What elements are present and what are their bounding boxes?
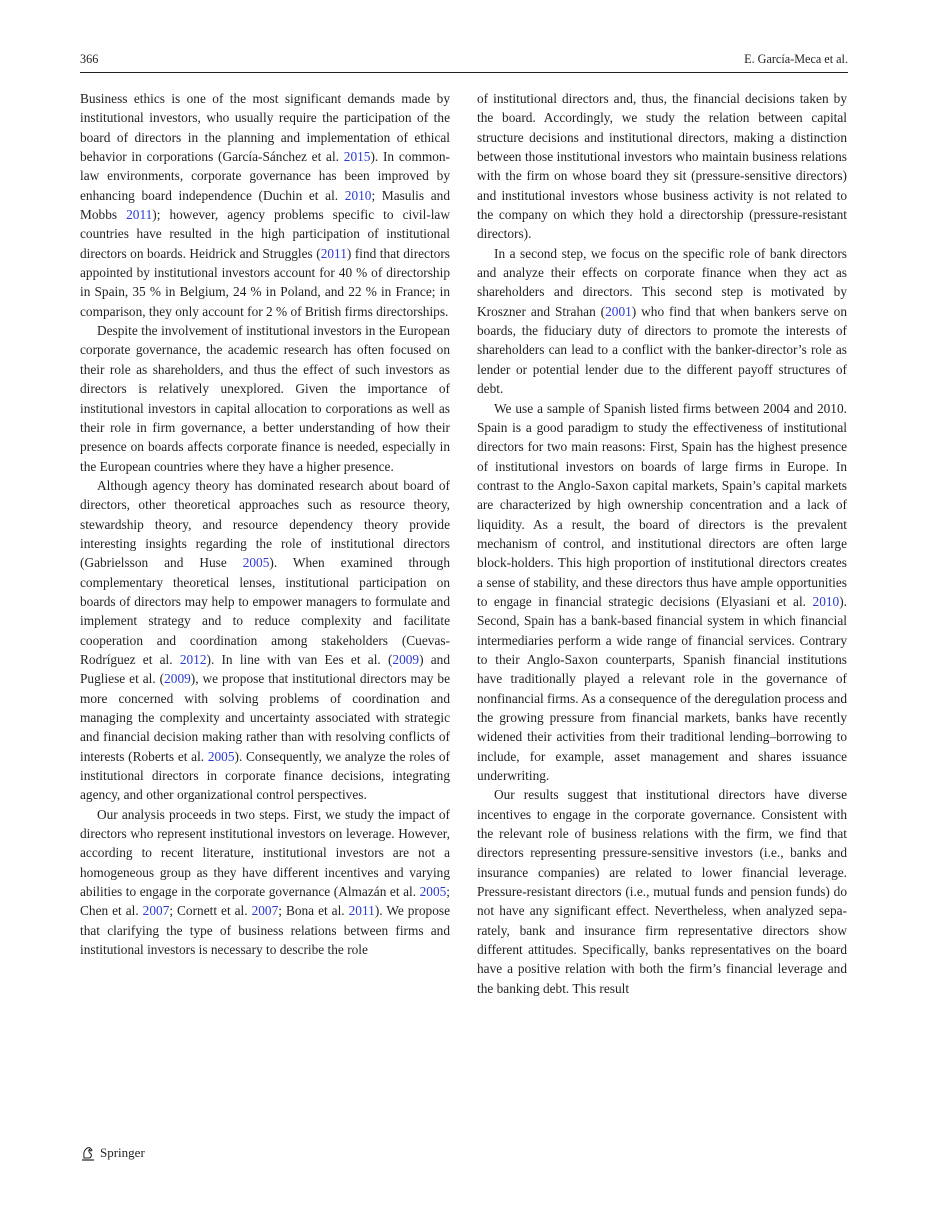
citation-link[interactable]: 2011	[126, 207, 153, 223]
publisher-name: Springer	[100, 1145, 145, 1160]
body-text: Our results suggest that institutional directors have diverse incentives to engage in the corporate governance. Consistent with the relevant role of business relations with the firm, we find that directors representing pressure-sensitive investors (i.e., banks and insurance companies) are related to lower financial leverage. Pressure-resistant directors (i.e., mutual funds and pension funds) do not have any significant effect. Nevertheless, when analyzed separately, bank and insurance firm representative directors show different attitudes. Specifically, banks representatives on the board have a positive relation with both the firm’s financial leverage and the banking debt. This result	[477, 787, 847, 996]
body-text: We use a sample of Spanish listed firms between 2004 and 2010. Spain is a good paradigm to study the effectiveness of institutional directors for two main reasons: First, Spain has the highest presence of institutional investors on boards of large firms in Europe. In contrast to the Anglo-Saxon capital markets, Spain’s capital markets are characterized by high ownership concentration and a lack of liquidity. As a result, the board of directors is the prevalent mechanism of control, and institutional directors are often large block-holders. This high proportion of institutional directors creates a sense of stability, and these directors thus have ample opportunities to engage in financial strategic decisions (Elyasiani et al.	[477, 400, 847, 609]
citation-link[interactable]: 2011	[348, 903, 375, 919]
citation-link[interactable]: 2001	[605, 303, 632, 319]
body-text: ) and Pugliese et al. (	[80, 651, 450, 687]
body-paragraph	[80, 321, 450, 476]
right-column	[477, 89, 847, 998]
springer-horse-icon	[80, 1145, 96, 1161]
body-text: ). Second, Spain has a bank-based financial system in which financial intermediaries perform a wide range of financial services. Contrary to their Anglo-Saxon counterparts, Spanish financial institutions have traditionally played a relevant role in the governance of nonfinancial firms. As a consequence of the deregulation process and the growing pressure from financial markets, banks have recently widened their activities from their traditional lending–borrowing to include, for example, asset management and shares issuance underwriting.	[477, 593, 847, 784]
running-header	[80, 50, 848, 73]
publisher-footer	[80, 1145, 145, 1161]
body-paragraph	[477, 399, 847, 786]
citation-link[interactable]: 2007	[142, 903, 170, 919]
citation-link[interactable]: 2009	[164, 671, 191, 687]
body-paragraph	[477, 89, 847, 244]
citation-link[interactable]: 2010	[344, 187, 372, 203]
page-number: 366	[80, 52, 99, 66]
body-text: ) find that directors appointed by institutional investors account for 40 % of directorship in Spain, 35 % in Belgium, 24 % in Poland, and 22 % in France; in comparison, they only account for 2 % of British firms directorships.	[80, 245, 450, 319]
citation-link[interactable]: 2015	[343, 149, 371, 165]
body-text: of institutional directors and, thus, the financial decisions taken by the board. Accordingly, we study the relation between capital structure decisions and institutional directors, making a distinction between those institutional investors who maintain business relations with the firm on whose board they sit (pressure-sensitive directors) and institutional investors whose business activity is not related to the company on which they hold a directorship (pressure-resistant directors).	[477, 91, 847, 242]
body-text: Despite the involvement of institutional investors in the European corporate governance, the academic research has often focused on their role as shareholders, and thus the effect of such investors as directors is relatively unexplored. Given the importance of institutional investors in capital allocation to corporations as well as their role in firm governance, a better understanding of how their presence on boards affects corporate finance is needed, especially in the European countries where they have a higher presence.	[80, 323, 450, 474]
body-text: ; Bona et al.	[278, 903, 349, 919]
citation-link[interactable]: 2011	[320, 245, 347, 261]
body-text: ), we propose that institutional directors may be more concerned with solving problems of coordination and managing the complexity and uncertainty associated with strategic and financial decision making rather than with resolving conflicts of interests (Roberts et al.	[80, 671, 450, 764]
body-text: ). We propose that clarifying the type of business relations between firms and institutional investors is necessary to describe the role	[80, 903, 450, 958]
body-text: ; Cornett et al.	[169, 903, 252, 919]
body-paragraph	[477, 244, 847, 399]
body-paragraph	[80, 476, 450, 805]
body-paragraph	[477, 785, 847, 998]
citation-link[interactable]: 2005	[207, 748, 235, 764]
body-text: Business ethics is one of the most significant demands made by institutional investors, who usually require the participation of the board of directors in the planning and implementation of ethical behavior in corporations (García-Sánchez et al.	[80, 91, 450, 165]
body-text: ; Chen et al.	[80, 884, 450, 919]
citation-link[interactable]: 2007	[251, 903, 279, 919]
running-head-authors: E. García-Meca et al.	[744, 52, 848, 66]
citation-link[interactable]: 2010	[812, 593, 840, 609]
citation-link[interactable]: 2009	[392, 651, 420, 667]
body-text: In a second step, we focus on the specific role of bank directors and analyze their effects on corporate finance when they act as shareholders and directors. This second step is motivated by Kroszner and Strahan (	[477, 245, 847, 319]
citation-link[interactable]: 2005	[419, 884, 447, 900]
body-text: ). In common-law environments, corporate governance has been improved by enhancing board independence (Duchin et al.	[80, 149, 450, 203]
citation-link[interactable]: 2005	[242, 555, 270, 571]
left-column	[80, 89, 450, 959]
body-text: Our analysis proceeds in two steps. First, we study the impact of directors who represent institutional investors on leverage. However, according to recent literature, institutional investors are not a homogeneous group as they have different incentives and varying abilities to engage in the corporate governance (Almazán et al.	[80, 806, 450, 900]
body-text: ) who find that when bankers serve on boards, the fiduciary duty of directors to promote the interests of shareholders can lead to a conflict with the banker-director’s role as lender or potential lender due to the different payoff structures of debt.	[477, 303, 847, 397]
body-text: ). When examined through complementary theoretical lenses, institutional participation on boards of directors may help to empower managers to formulate and implement strategy and to reduce complexity and facilitate cooperation and coordination among stakeholders (Cuevas-Rodríguez et al.	[80, 555, 450, 667]
body-text: ). Consequently, we analyze the roles of institutional directors in corporate finance decisions, integrating agency, and other organizational control perspectives.	[80, 748, 450, 803]
body-text: ); however, agency problems specific to civil-law countries have resulted in the high participation of institutional directors on boards. Heidrick and Struggles (	[80, 207, 450, 261]
body-text: ; Masulis and Mobbs	[80, 187, 450, 223]
citation-link[interactable]: 2012	[179, 651, 207, 667]
body-paragraph	[80, 805, 450, 960]
body-text: Although agency theory has dominated research about board of directors, other theoretical approaches such as resource theory, stewardship theory, and resource dependency theory provide interesting insights regarding the role of institutional directors (Gabrielsson and Huse	[80, 477, 450, 571]
body-paragraph	[80, 89, 450, 321]
body-text: ). In line with van Ees et al. (	[206, 651, 393, 667]
